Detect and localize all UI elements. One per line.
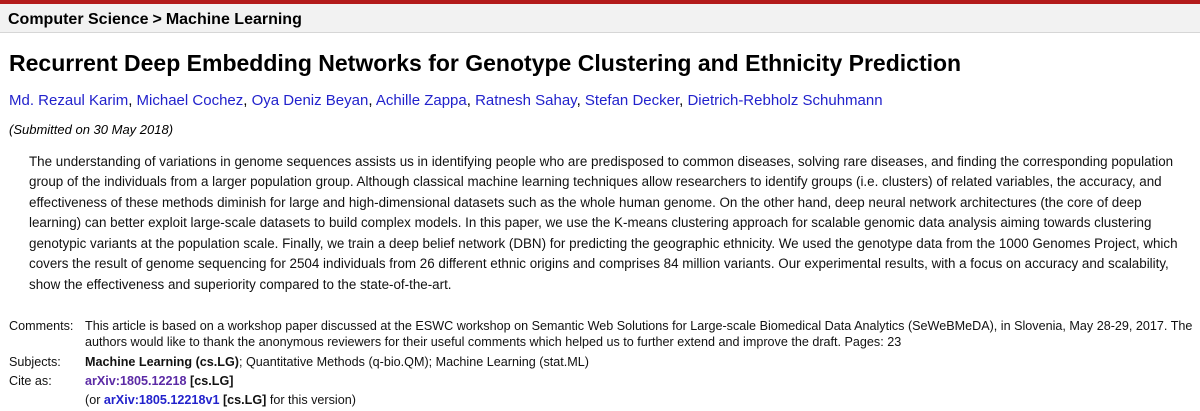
version-arxiv-link[interactable]: arXiv:1805.12218v1 xyxy=(103,393,220,408)
author-link[interactable]: Oya Deniz Beyan xyxy=(251,92,369,109)
author-link[interactable]: Achille Zappa xyxy=(375,92,467,109)
author-link[interactable]: Michael Cochez xyxy=(136,92,244,109)
subjects-label: Subjects: xyxy=(9,354,61,369)
primary-subject: Machine Learning (cs.LG) xyxy=(85,354,239,369)
comments-label: Comments: xyxy=(9,319,74,333)
cite-category: [cs.LG] xyxy=(190,373,234,388)
paper-title: Recurrent Deep Embedding Networks for Genotype Clustering and Ethnicity Prediction xyxy=(9,50,962,76)
version-prefix: (or xyxy=(85,393,101,408)
author-separator: , xyxy=(368,92,373,109)
author-list xyxy=(9,92,883,110)
author-link[interactable]: Ratnesh Sahay xyxy=(475,92,577,109)
author-separator: , xyxy=(576,92,581,109)
breadcrumb xyxy=(8,11,302,29)
author-separator: , xyxy=(466,92,471,109)
subjects-row xyxy=(9,354,1194,370)
breadcrumb-machine-learning[interactable]: Machine Learning xyxy=(165,11,302,28)
comments-row xyxy=(9,318,1194,351)
version-value xyxy=(85,392,1194,408)
subjects-value xyxy=(85,354,1194,370)
abstract: The understanding of variations in genome sequences assists us in identifying people who are predisposed to common diseases, solving rare diseases, and finding the corresponding population group of the individuals from a larger population group. Although classical machine learning techniques allow researchers to identify groups (i.e. clusters) of related variables, the accuracy, and effectiveness of these methods diminish for large and high-dimensional datasets such as the whole human genome. On the other hand, deep neural network architectures (the core of deep learning) can better exploit large-scale datasets to build complex models. In this paper, we use the K-means clustering approach for scalable genomic data analysis aiming towards clustering genotypic variants at the population scale. Finally, we train a deep belief network (DBN) for predicting the geographic ethnicity. We used the genotype data from the 1000 Genomes Project, which covers the result of genome sequencing for 2504 individuals from 26 different ethnic origins and comprises 84 million variants. Our experimental results, with a focus on accuracy and scalability, show the effectiveness and superiority compared to the state-of-the-art. xyxy=(29,154,1178,292)
comments-text: This article is based on a workshop paper discussed at the ESWC workshop on Semantic Web Solutions for Large-scale Biomedical Data Analytics (SeWeBMeDA), in Slovenia, May 28-29, 2017. The authors would like to thank the anonymous reviewers for their useful comments which helped us to further extend and improve the draft. Pages: 23 xyxy=(85,319,1193,350)
author-separator: , xyxy=(243,92,248,109)
cite-row xyxy=(9,373,1194,389)
cite-arxiv-link[interactable]: arXiv:1805.12218 xyxy=(85,373,187,388)
version-row xyxy=(9,392,1194,408)
version-label-spacer xyxy=(9,392,85,408)
author-link[interactable]: Dietrich-Rebholz Schuhmann xyxy=(687,92,883,109)
author-separator: , xyxy=(679,92,684,109)
author-link[interactable]: Stefan Decker xyxy=(584,92,680,109)
cite-label: Cite as: xyxy=(9,373,52,388)
version-category: [cs.LG] xyxy=(222,393,267,408)
cite-value xyxy=(85,373,1194,389)
author-link[interactable]: Md. Rezaul Karim xyxy=(9,92,129,109)
submission-dateline: (Submitted on 30 May 2018) xyxy=(9,122,174,137)
metadata-table xyxy=(9,318,1194,408)
author-separator: , xyxy=(128,92,133,109)
breadcrumb-computer-science[interactable]: Computer Science xyxy=(8,11,149,28)
breadcrumb-separator: > xyxy=(152,11,162,28)
version-suffix: for this version) xyxy=(269,393,356,408)
header-bar xyxy=(0,4,1200,33)
other-subjects: ; Quantitative Methods (q-bio.QM); Machine Learning (stat.ML) xyxy=(238,354,589,369)
